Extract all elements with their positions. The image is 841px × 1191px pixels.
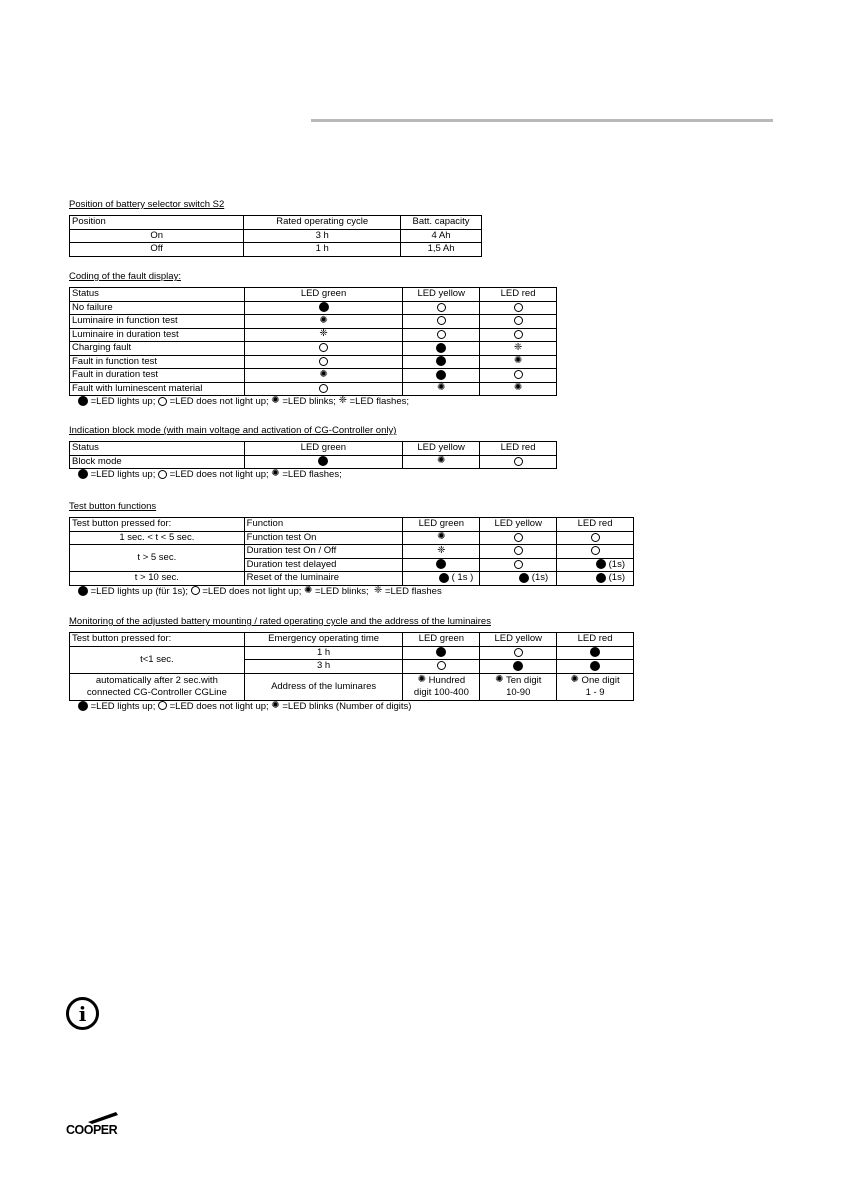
led-on-icon [78, 469, 88, 479]
logo-text: COOPER [66, 1123, 118, 1137]
led-yellow-cell [480, 673, 557, 700]
led-green-cell [244, 315, 402, 329]
duration-text: (1s) [529, 572, 549, 584]
status-cell: Fault with luminescent material [70, 382, 245, 396]
flash-icon: ❈ [338, 395, 347, 407]
table-row [70, 545, 634, 559]
header-cell: LED yellow [403, 288, 480, 302]
header-cell: LED green [403, 633, 480, 647]
led-off-icon [591, 546, 600, 555]
led-yellow-cell [480, 545, 557, 559]
led-red-cell [480, 355, 557, 369]
press-cell [70, 673, 245, 700]
table-header-row [70, 288, 557, 302]
blink-icon: ✺ [271, 699, 280, 711]
led-off-icon [319, 357, 328, 366]
led-green-cell [244, 382, 402, 396]
led-legend [78, 396, 557, 408]
header-cell: LED red [557, 633, 634, 647]
table-row [70, 301, 557, 315]
blink-icon: ✺ [513, 382, 523, 394]
table-row [70, 572, 634, 586]
header-cell: Status [70, 288, 245, 302]
led-green-cell [244, 369, 402, 383]
header-cell: LED green [244, 442, 403, 456]
blink-icon: ✺ [436, 455, 446, 467]
block-mode-section [69, 425, 557, 481]
led-off-icon [591, 533, 600, 542]
led-off-icon [514, 560, 523, 569]
led-yellow-cell [403, 315, 480, 329]
function-cell: Duration test On / Off [244, 545, 403, 559]
legend-text: =LED flashes [382, 585, 442, 597]
led-red-cell [480, 315, 557, 329]
led-green-cell [403, 660, 480, 674]
digit-range: digit 100-400 [413, 686, 469, 698]
digit-text: One digit [578, 674, 620, 686]
header-cell: Status [70, 442, 245, 456]
table-row [70, 369, 557, 383]
table-row [70, 673, 634, 700]
led-on-icon [596, 559, 606, 569]
legend-text: =LED blinks; [279, 396, 339, 407]
digit-text: Ten digit [503, 674, 542, 686]
status-cell: Fault in duration test [70, 369, 245, 383]
led-green-cell [244, 355, 402, 369]
led-red-cell [557, 531, 634, 545]
digit-range: 10-90 [506, 686, 531, 698]
led-red-cell [557, 660, 634, 674]
led-off-icon [514, 533, 523, 542]
led-red-cell [480, 369, 557, 383]
test-button-table [69, 517, 634, 586]
header-cell: Rated operating cycle [244, 216, 401, 230]
led-on-icon [436, 343, 446, 353]
time-cell: 1 h [244, 646, 403, 660]
blink-icon: ✺ [570, 673, 579, 685]
table-header-row [70, 518, 634, 532]
legend-text: =LED flashes; [279, 469, 342, 480]
table-cell: 1,5 Ah [401, 243, 482, 257]
led-yellow-cell [403, 342, 480, 356]
table-row [70, 243, 482, 257]
blink-icon: ✺ [319, 314, 328, 326]
led-red-cell [557, 673, 634, 700]
table-row [70, 342, 557, 356]
test-button-section [69, 501, 634, 598]
led-red-cell [480, 301, 557, 315]
led-off-icon [514, 546, 523, 555]
header-cell: LED yellow [480, 518, 557, 532]
table-row [70, 315, 557, 329]
blink-icon: ✺ [417, 673, 427, 685]
table-row [70, 455, 557, 469]
press-line: connected CG-Controller CGLine [86, 686, 227, 698]
led-off-icon [514, 370, 523, 379]
header-cell: Test button pressed for: [70, 518, 245, 532]
led-yellow-cell [480, 646, 557, 660]
duration-text: (1s) [606, 572, 625, 584]
led-on-icon [439, 573, 449, 583]
digit-range: 1 - 9 [585, 686, 605, 698]
function-cell: Function test On [244, 531, 403, 545]
monitoring-section [69, 616, 634, 713]
led-legend [78, 469, 557, 481]
led-red-cell [557, 646, 634, 660]
led-off-icon [158, 397, 167, 406]
led-on-icon [436, 647, 446, 657]
status-cell: Luminaire in function test [70, 315, 245, 329]
blink-icon: ✺ [304, 584, 313, 596]
flash-icon: ❈ [373, 584, 383, 596]
duration-text: ( 1s ) [448, 572, 474, 584]
led-off-icon [191, 586, 200, 595]
led-green-cell [403, 545, 480, 559]
section-title: Monitoring of the adjusted battery mounting / rated operating cycle and the address of the luminaires [69, 616, 491, 627]
led-yellow-cell [403, 355, 480, 369]
fault-display-table [69, 287, 557, 396]
function-cell: Reset of the luminaire [244, 572, 403, 586]
led-off-icon [437, 316, 446, 325]
blink-icon: ✺ [437, 382, 446, 394]
duration-text: (1s) [606, 558, 625, 570]
led-red-cell [480, 328, 557, 342]
led-yellow-cell [480, 531, 557, 545]
led-yellow-cell [480, 558, 557, 572]
legend-text: =LED lights up; [88, 396, 158, 407]
section-title: Indication block mode (with main voltage and activation of CG-Controller only) [69, 425, 397, 436]
led-yellow-cell [403, 455, 480, 469]
flash-icon: ❈ [437, 544, 446, 556]
legend-text: =LED blinks (Number of digits) [279, 700, 412, 712]
led-green-cell [403, 572, 480, 586]
legend-text: =LED does not light up; [166, 700, 272, 712]
table-row [70, 328, 557, 342]
led-red-cell [480, 342, 557, 356]
header-cell: LED red [480, 288, 557, 302]
table-row [70, 646, 634, 660]
status-cell: Fault in function test [70, 355, 245, 369]
battery-selector-section [69, 199, 482, 257]
led-legend [78, 701, 634, 713]
section-title: Coding of the fault display: [69, 271, 181, 282]
led-off-icon [437, 330, 446, 339]
blink-icon: ✺ [271, 395, 280, 407]
led-off-icon [514, 457, 523, 466]
led-on-icon [319, 302, 329, 312]
table-row [70, 229, 482, 243]
flash-icon: ❈ [513, 341, 523, 353]
blink-icon: ✺ [271, 468, 280, 480]
table-cell: 3 h [244, 229, 401, 243]
fault-display-section [69, 271, 557, 408]
legend-text: =LED does not light up; [199, 585, 305, 597]
function-cell: Duration test delayed [244, 558, 403, 572]
header-cell: LED yellow [480, 633, 557, 647]
table-row [70, 382, 557, 396]
table-header-row [70, 633, 634, 647]
blink-icon: ✺ [513, 355, 523, 367]
led-on-icon [318, 456, 328, 466]
led-off-icon [319, 384, 328, 393]
led-off-icon [319, 343, 328, 352]
led-off-icon [437, 661, 446, 670]
time-cell: 3 h [244, 660, 403, 674]
led-yellow-cell [403, 369, 480, 383]
led-on-icon [596, 573, 606, 583]
block-mode-table [69, 441, 557, 469]
led-yellow-cell [480, 660, 557, 674]
press-line: automatically after 2 sec.with [95, 674, 218, 686]
section-title: Position of battery selector switch S2 [69, 199, 225, 210]
led-on-icon [436, 356, 446, 366]
header-cell: LED red [557, 518, 634, 532]
led-green-cell [403, 673, 480, 700]
led-red-cell [557, 572, 634, 586]
led-on-icon [590, 647, 600, 657]
cooper-logo [66, 1112, 122, 1138]
legend-text: =LED does not light up; [166, 469, 272, 480]
status-cell: Charging fault [70, 342, 245, 356]
header-cell: Emergency operating time [244, 633, 403, 647]
led-on-icon [78, 396, 88, 406]
table-cell: 4 Ah [401, 229, 482, 243]
led-on-icon [519, 573, 529, 583]
legend-text: =LED lights up; [88, 700, 158, 712]
legend-text: =LED flashes; [346, 396, 409, 407]
led-on-icon [513, 661, 523, 671]
legend-text: =LED does not light up; [166, 396, 272, 407]
table-cell: 1 h [244, 243, 401, 257]
led-green-cell [244, 342, 402, 356]
led-on-icon [436, 559, 446, 569]
table-header-row [70, 216, 482, 230]
press-cell: 1 sec. < t < 5 sec. [70, 531, 245, 545]
led-red-cell [557, 545, 634, 559]
header-cell: LED red [480, 442, 557, 456]
legend-text: =LED blinks; [312, 585, 374, 597]
table-cell: Off [70, 243, 244, 257]
led-green-cell [403, 558, 480, 572]
led-yellow-cell [403, 301, 480, 315]
led-green-cell [403, 531, 480, 545]
led-off-icon [437, 303, 446, 312]
status-cell: Luminaire in duration test [70, 328, 245, 342]
led-off-icon [158, 470, 167, 479]
press-cell: t > 10 sec. [70, 572, 245, 586]
led-off-icon [514, 330, 523, 339]
address-cell: Address of the luminares [244, 673, 403, 700]
led-red-cell [480, 455, 557, 469]
led-on-icon [436, 370, 446, 380]
header-cell: LED green [403, 518, 480, 532]
monitoring-table [69, 632, 634, 701]
legend-text: =LED lights up; [88, 469, 158, 480]
table-cell: On [70, 229, 244, 243]
header-cell: Position [70, 216, 244, 230]
led-on-icon [590, 661, 600, 671]
led-green-cell [403, 646, 480, 660]
table-row [70, 531, 634, 545]
press-cell: t<1 sec. [70, 646, 245, 673]
status-cell: No failure [70, 301, 245, 315]
table-header-row [70, 442, 557, 456]
header-cell: LED green [244, 288, 402, 302]
led-legend [78, 586, 634, 598]
status-cell: Block mode [70, 455, 245, 469]
press-cell: t > 5 sec. [70, 545, 245, 572]
battery-selector-table [69, 215, 482, 257]
led-off-icon [514, 303, 523, 312]
header-cell: LED yellow [403, 442, 480, 456]
header-cell: Test button pressed for: [70, 633, 245, 647]
led-off-icon [514, 648, 523, 657]
led-yellow-cell [480, 572, 557, 586]
led-red-cell [480, 382, 557, 396]
header-cell: Function [244, 518, 403, 532]
led-off-icon [158, 701, 167, 710]
flash-icon: ❈ [319, 328, 328, 340]
info-icon: i [66, 997, 99, 1030]
blink-icon: ✺ [319, 368, 328, 380]
blink-icon: ✺ [437, 531, 446, 543]
led-on-icon [78, 701, 88, 711]
led-off-icon [514, 316, 523, 325]
section-title: Test button functions [69, 501, 157, 512]
led-yellow-cell [403, 382, 480, 396]
blink-icon: ✺ [495, 673, 504, 685]
led-red-cell [557, 558, 634, 572]
table-row [70, 355, 557, 369]
header-rule [311, 119, 773, 122]
legend-text: =LED lights up (für 1s); [88, 585, 191, 597]
header-cell: Batt. capacity [401, 216, 482, 230]
led-green-cell [244, 301, 402, 315]
digit-text: Hundred [426, 674, 466, 686]
led-green-cell [244, 328, 402, 342]
led-green-cell [244, 455, 403, 469]
led-yellow-cell [403, 328, 480, 342]
led-on-icon [78, 586, 88, 596]
